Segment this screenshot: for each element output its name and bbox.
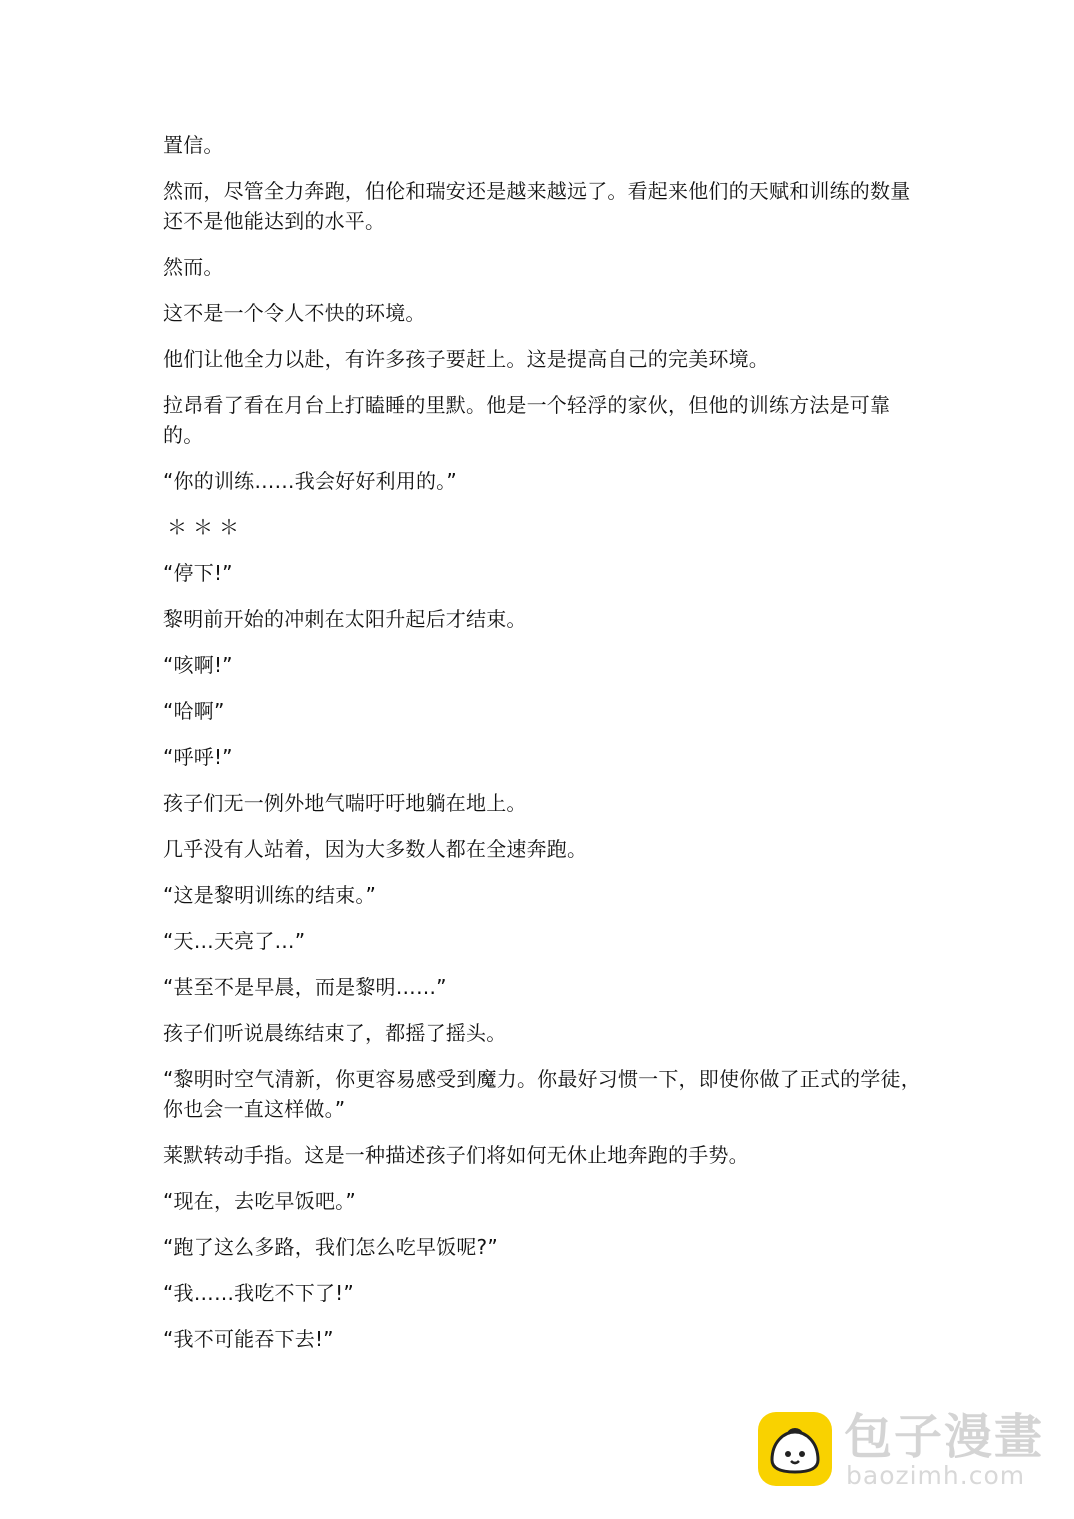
paragraph: 置信。 [163,133,224,157]
baozi-bun-icon [758,1412,832,1486]
paragraph: “黎明时空气清新，你更容易感受到魔力。你最好习惯一下，即使你做了正式的学徒，你也会一直这样做。” [163,1067,921,1121]
scene-separator: ＊＊＊ [167,515,245,539]
paragraph: “我不可能吞下去!” [163,1327,334,1351]
paragraph: 他们让他全力以赴，有许多孩子要赶上。这是提高自己的完美环境。 [163,347,769,371]
paragraph: 然而。 [163,255,224,279]
paragraph: “停下!” [163,561,233,585]
watermark-site-name: 包子漫畫 [844,1409,1045,1465]
paragraph: “现在，去吃早饭吧。” [163,1189,356,1213]
paragraph: “跑了这么多路，我们怎么吃早饭呢?” [163,1235,498,1259]
paragraph: 孩子们无一例外地气喘吁吁地躺在地上。 [163,791,527,815]
document-body [163,130,923,1370]
paragraph: 然而，尽管全力奔跑，伯伦和瑞安还是越来越远了。看起来他们的天赋和训练的数量还不是他能达到的水平。 [163,179,911,233]
paragraph: “甚至不是早晨，而是黎明……” [163,975,447,999]
paragraph: “哈啊” [163,699,225,723]
paragraph: “咳啊!” [163,653,233,677]
paragraph: “你的训练……我会好好利用的。” [163,469,457,493]
paragraph: 这不是一个令人不快的环境。 [163,301,426,325]
paragraph: “天…天亮了…” [163,929,306,953]
paragraph: 孩子们听说晨练结束了，都摇了摇头。 [163,1021,507,1045]
paragraph: 黎明前开始的冲刺在太阳升起后才结束。 [163,607,527,631]
paragraph: 拉昂看了看在月台上打瞌睡的里默。他是一个轻浮的家伙，但他的训练方法是可靠的。 [163,393,891,447]
paragraph: 莱默转动手指。这是一种描述孩子们将如何无休止地奔跑的手势。 [163,1143,749,1167]
paragraph: “这是黎明训练的结束。” [163,883,377,907]
paragraph: “呼呼!” [163,745,233,769]
site-watermark [758,1409,1058,1492]
paragraph: “我……我吃不下了!” [163,1281,354,1305]
paragraph: 几乎没有人站着，因为大多数人都在全速奔跑。 [163,837,588,861]
watermark-site-url: baozimh.com [846,1461,1026,1490]
